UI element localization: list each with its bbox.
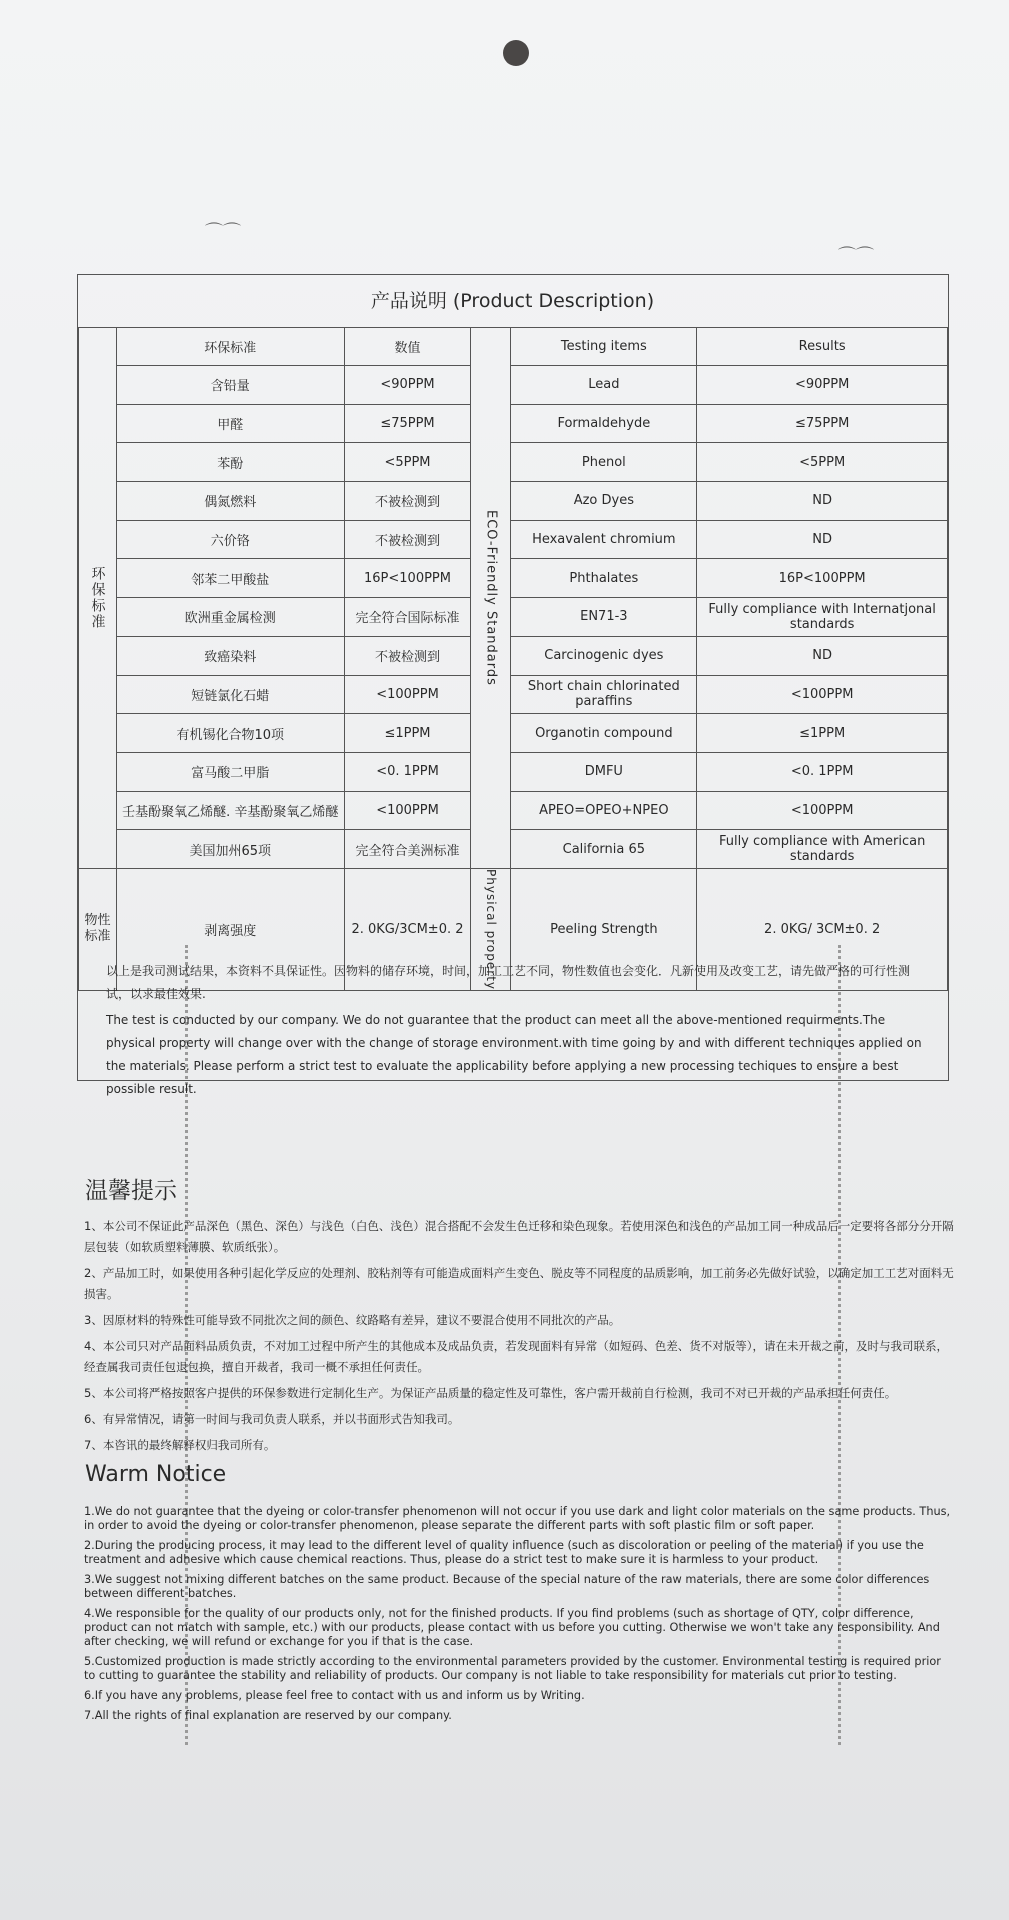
notice-item-cn: 1、本公司不保证此产品深色（黑色、深色）与浅色（白色、浅色）混合搭配不会发生色迁移和染色现象。若使用深色和浅色的产品加工同一种成品后一定要将各部分分开隔层包装（如软质塑料薄膜、软质纸张）。 [84, 1219, 954, 1254]
cn-item-cell: 苯酚 [116, 443, 344, 482]
en-item-cell: Short chain chlorinated paraffins [511, 675, 697, 714]
physical-cn-value: 2. 0KG/3CM±0. 2 [344, 868, 471, 990]
en-item-cell: Formaldehyde [511, 404, 697, 443]
table-title: 产品说明 (Product Description) [78, 275, 947, 328]
cn-item-cell: 含铅量 [116, 366, 344, 405]
en-item-cell: Phthalates [511, 559, 697, 598]
notice-item-en: 1.We do not guarantee that the dyeing or color-transfer phenomenon will not occur if you use dark and light color materials on the same products. Thus, in order to avoid the dyeing or color-transfer phenomenon, please separate the different parts with soft plastic film or soft paper. [84, 1505, 951, 1532]
product-description-table [77, 274, 949, 1096]
table-row [79, 559, 948, 598]
cn-item-cell: 六价铬 [116, 520, 344, 559]
en-value-cell: ≤1PPM [697, 714, 948, 753]
en-item-cell: APEO=OPEO+NPEO [511, 791, 697, 830]
disclaimer-en: The test is conducted by our company. We do not guarantee that the product can meet all the above-mentioned requirments.The physical property will change over with the change of storage environment.with time going by and with different techniques applied on the materials. Please perform a strict test to evaluate the applicability before applying a new processing techiques to ensure a best possible result. [106, 1013, 922, 1096]
en-item-cell: DMFU [511, 752, 697, 791]
en-item-cell: Lead [511, 366, 697, 405]
cn-item-cell: 短链氯化石蜡 [116, 675, 344, 714]
en-item-cell: Organotin compound [511, 714, 697, 753]
notice-item-en: 3.We suggest not mixing different batches on the same product. Because of the special nature of the raw materials, there are some color differences between different batches. [84, 1573, 930, 1600]
en-value-cell: <0. 1PPM [697, 752, 948, 791]
eco-friendly-label: ECO-Friendly Standards [471, 328, 511, 869]
table-row [79, 636, 948, 675]
cn-value-cell: 不被检测到 [344, 636, 471, 675]
en-value-cell: Fully compliance with Internatjonal standards [697, 598, 948, 637]
en-value-cell: 16P<100PPM [697, 559, 948, 598]
notice-item-cn: 5、本公司将严格按照客户提供的环保参数进行定制化生产。为保证产品质量的稳定性及可靠性，客户需开裁前自行检测，我司不对已开裁的产品承担任何责任。 [84, 1386, 897, 1400]
physical-property-label: Physical property [471, 868, 511, 990]
en-item-cell: California 65 [511, 830, 697, 869]
cn-item-cell: 欧洲重金属检测 [116, 598, 344, 637]
en-value-cell: <100PPM [697, 791, 948, 830]
table-row [79, 443, 948, 482]
en-value-cell: ND [697, 520, 948, 559]
spec-grid [78, 327, 948, 991]
table-row [79, 520, 948, 559]
cn-value-cell: 16P<100PPM [344, 559, 471, 598]
en-value-cell: <100PPM [697, 675, 948, 714]
cn-item-cell: 邻苯二甲酸盐 [116, 559, 344, 598]
cn-item-cell: 偶氮燃料 [116, 482, 344, 521]
notice-item-cn: 3、因原材料的特殊性可能导致不同批次之间的颜色、纹路略有差异，建议不要混合使用不同批次的产品。 [84, 1313, 621, 1327]
cn-value-cell: <100PPM [344, 675, 471, 714]
cn-item-cell: 有机锡化合物10项 [116, 714, 344, 753]
warm-notice-en-list [84, 1505, 954, 1729]
header-cn-value: 数值 [344, 328, 471, 366]
cn-value-cell: <0. 1PPM [344, 752, 471, 791]
header-en-value: Results [697, 328, 948, 366]
en-item-cell: Azo Dyes [511, 482, 697, 521]
notice-item-en: 5.Customized production is made strictly according to the environmental parameters provided by the customer. Environmental testing is required prior to cutting to guarantee the stability and reliability of products. Our company is not liable to take responsibility for materials cut prior to testing. [84, 1655, 941, 1682]
cn-item-cell: 富马酸二甲脂 [116, 752, 344, 791]
physical-en-item: Peeling Strength [511, 868, 697, 990]
header-en-item: Testing items [511, 328, 697, 366]
table-row [79, 598, 948, 637]
test-disclaimer [106, 960, 926, 1104]
notice-item-cn: 2、产品加工时，如果使用各种引起化学反应的处理剂、胶粘剂等有可能造成面料产生变色、脱皮等不同程度的品质影响，加工前务必先做好试验，以确定加工工艺对面料无损害。 [84, 1266, 954, 1301]
physical-cn-item: 剥离强度 [116, 868, 344, 990]
cn-value-cell: ≤1PPM [344, 714, 471, 753]
en-item-cell: Hexavalent chromium [511, 520, 697, 559]
notice-item-en: 6.If you have any problems, please feel free to contact with us and inform us by Writing. [84, 1689, 585, 1702]
staple-mark: ⌒⌒ [838, 246, 874, 267]
physical-en-value: 2. 0KG/ 3CM±0. 2 [697, 868, 948, 990]
cn-value-cell: 不被检测到 [344, 482, 471, 521]
en-value-cell: ≤75PPM [697, 404, 948, 443]
table-row [79, 675, 948, 714]
en-item-cell: EN71-3 [511, 598, 697, 637]
en-value-cell: Fully compliance with American standards [697, 830, 948, 869]
header-cn-item: 环保标准 [116, 328, 344, 366]
en-item-cell: Phenol [511, 443, 697, 482]
staple-mark: ⌒⌒ [205, 222, 241, 243]
cn-item-cell: 致癌染料 [116, 636, 344, 675]
table-row [79, 366, 948, 405]
cn-value-cell: 完全符合国际标准 [344, 598, 471, 637]
cn-value-cell: ≤75PPM [344, 404, 471, 443]
table-row [79, 830, 948, 869]
cn-item-cell: 壬基酚聚氧乙烯醚. 辛基酚聚氧乙烯醚 [116, 791, 344, 830]
notice-item-en: 7.All the rights of final explanation are reserved by our company. [84, 1709, 452, 1722]
notice-item-cn: 4、本公司只对产品面料品质负责，不对加工过程中所产生的其他成本及成品负责，若发现面料有异常（如短码、色差、货不对版等），请在未开裁之前，及时与我司联系，经查属我司责任包退包换，擅自开裁者，我司一概不承担任何责任。 [84, 1339, 949, 1374]
table-row [79, 752, 948, 791]
disclaimer-cn: 以上是我司测试结果，本资料不具保证性。因物料的储存环境，时间，加工工艺不同，物性数值也会变化．凡新使用及改变工艺，请先做严格的可行性测试，以求最佳效果. [106, 964, 911, 1001]
eco-side-label: 环保标准 [79, 328, 117, 869]
cn-value-cell: <5PPM [344, 443, 471, 482]
cn-item-cell: 美国加州65项 [116, 830, 344, 869]
warm-notice-cn-title: 温馨提示 [85, 1178, 177, 1204]
en-value-cell: ND [697, 636, 948, 675]
table-row [79, 404, 948, 443]
cn-value-cell: <90PPM [344, 366, 471, 405]
cn-value-cell: 不被检测到 [344, 520, 471, 559]
warm-notice-cn-list [84, 1216, 954, 1461]
notice-item-en: 4.We responsible for the quality of our products only, not for the finished products. If you find problems (such as shortage of QTY, color difference, product can not match with sample, etc.) with our products, please contact with us before you cutting. Otherwise we won't take any responsibility. And after checking, we will refund or exchange for you if that is the case. [84, 1607, 940, 1648]
warm-notice-en-title: Warm Notice [85, 1462, 227, 1487]
en-value-cell: <90PPM [697, 366, 948, 405]
notice-item-en: 2.During the producing process, it may lead to the different level of quality influence (such as discoloration or peeling of the material) if you use the treatment and adhesive which cause chemical reactions. Thus, please do a strict test to make sure it is harmless to your product. [84, 1539, 924, 1566]
table-row [79, 714, 948, 753]
hang-hole [503, 40, 529, 66]
cn-value-cell: 完全符合美洲标准 [344, 830, 471, 869]
physical-side-label: 物性标准 [79, 868, 117, 990]
table-row [79, 482, 948, 521]
table-row [79, 791, 948, 830]
en-value-cell: <5PPM [697, 443, 948, 482]
cn-item-cell: 甲醛 [116, 404, 344, 443]
en-item-cell: Carcinogenic dyes [511, 636, 697, 675]
en-value-cell: ND [697, 482, 948, 521]
notice-item-cn: 7、本咨讯的最终解释权归我司所有。 [84, 1438, 276, 1452]
table-header-row [79, 328, 948, 366]
notice-item-cn: 6、有异常情况，请第一时间与我司负责人联系，并以书面形式告知我司。 [84, 1412, 460, 1426]
cn-value-cell: <100PPM [344, 791, 471, 830]
